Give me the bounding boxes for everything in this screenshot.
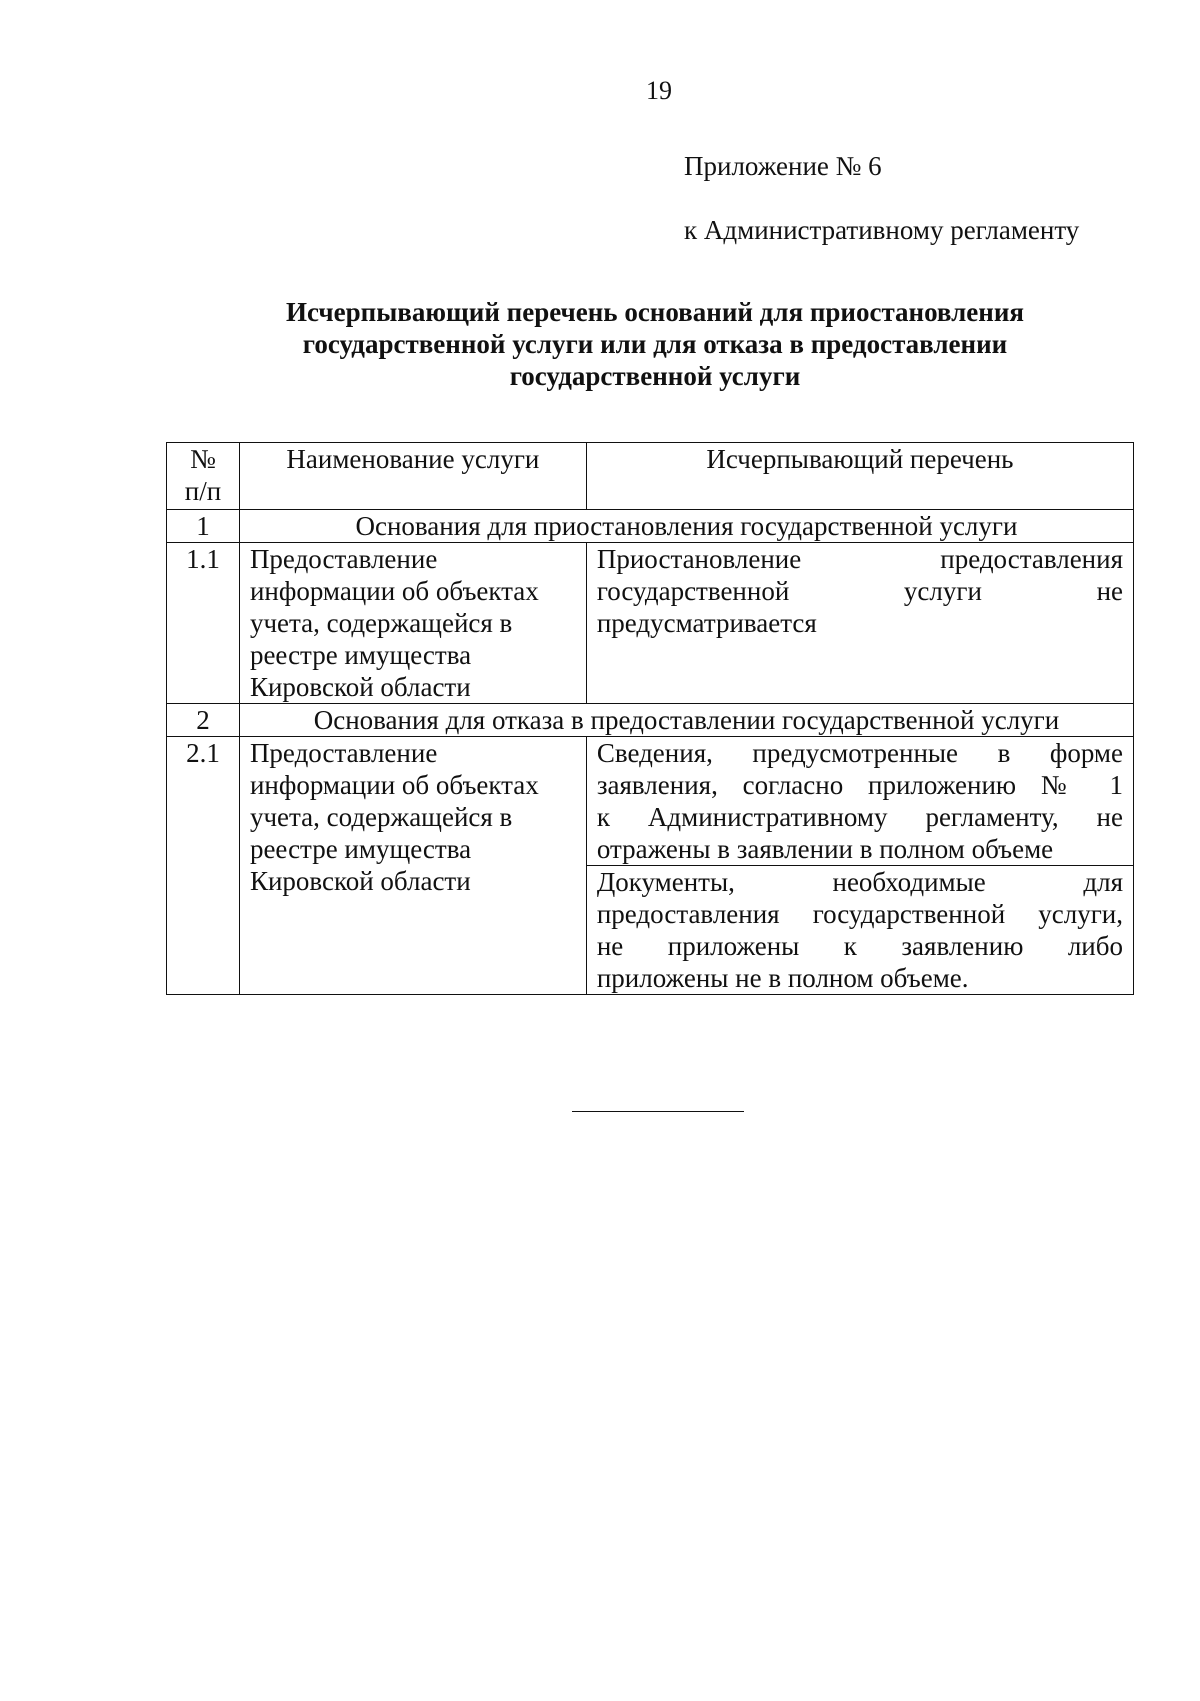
name-line: учета, содержащейся в — [249, 608, 513, 638]
name-line: реестре имущества — [249, 640, 472, 670]
name-line: Предоставление — [249, 738, 438, 768]
section-label: Основания для приостановления государственной услуги — [239, 510, 1133, 543]
page-number: 19 — [646, 76, 672, 105]
section-row-refusal — [167, 704, 1134, 737]
name-line: Предоставление — [249, 544, 438, 574]
appendix-label: Приложение № 6 — [684, 151, 882, 181]
row-number: 1.1 — [167, 543, 240, 704]
appendix-reference: к Административному регламенту — [684, 215, 1080, 245]
list-line: Приостановление предоставления — [596, 544, 1123, 574]
grounds-table — [166, 442, 1134, 995]
table-row — [167, 543, 1134, 704]
document-title — [160, 296, 1150, 392]
list-line: предусматривается — [596, 608, 817, 638]
title-line: государственной услуги или для отказа в предоставлении — [302, 329, 1008, 359]
list-line: к Административному регламенту, не — [596, 802, 1123, 832]
row-grounds-list-b — [586, 866, 1133, 995]
list-line: заявления, согласно приложению № 1 — [596, 770, 1123, 800]
list-line: Документы, необходимые для — [596, 867, 1123, 897]
section-row-suspension — [167, 510, 1134, 543]
row-number: 2.1 — [167, 737, 240, 995]
header-number — [167, 443, 240, 510]
table-header-row — [167, 443, 1134, 510]
header-number-line: п/п — [184, 476, 222, 506]
name-line: информации об объектах — [249, 770, 539, 800]
name-line: Кировской области — [249, 866, 471, 896]
section-number: 2 — [167, 704, 240, 737]
section-number: 1 — [167, 510, 240, 543]
name-line: Кировской области — [249, 672, 471, 702]
section-label: Основания для отказа в предоставлении государственной услуги — [239, 704, 1133, 737]
name-line: учета, содержащейся в — [249, 802, 513, 832]
name-line: информации об объектах — [249, 576, 539, 606]
title-line: Исчерпывающий перечень оснований для приостановления — [285, 297, 1025, 327]
header-service-name: Наименование услуги — [239, 443, 586, 510]
row-service-name — [239, 737, 586, 995]
table-row — [167, 737, 1134, 866]
list-line: предоставления государственной услуги, — [596, 899, 1123, 929]
list-line: отражены в заявлении в полном объеме — [596, 834, 1054, 864]
header-number-line: № — [190, 444, 216, 474]
title-line: государственной услуги — [509, 361, 801, 391]
row-grounds-list — [586, 543, 1133, 704]
header-exhaustive-list: Исчерпывающий перечень — [586, 443, 1133, 510]
name-line: реестре имущества — [249, 834, 472, 864]
closing-rule — [572, 1111, 744, 1112]
list-line: Сведения, предусмотренные в форме — [596, 738, 1123, 768]
list-line: приложены не в полном объеме. — [596, 963, 969, 993]
list-line: не приложены к заявлению либо — [596, 931, 1123, 961]
list-line: государственной услуги не — [596, 576, 1123, 606]
row-grounds-list-a — [586, 737, 1133, 866]
row-service-name — [239, 543, 586, 704]
